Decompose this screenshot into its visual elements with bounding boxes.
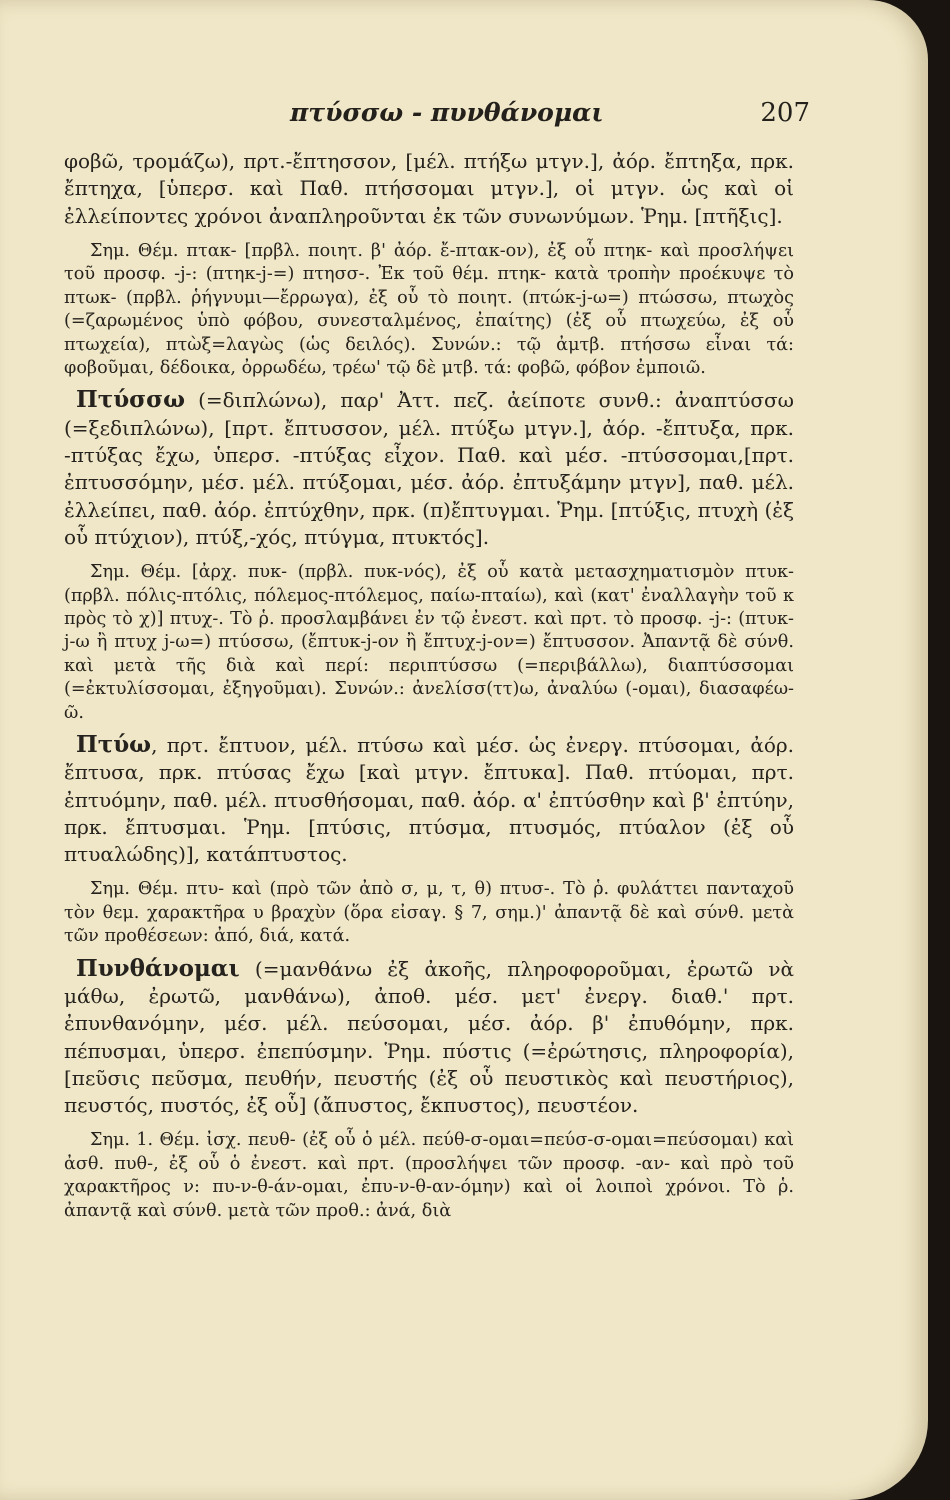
entry-lemma: Πτύω [76, 730, 152, 758]
entry-continuation [64, 148, 794, 230]
running-head: πτύσσω - πυνθάνομαι [290, 98, 604, 127]
page-body [64, 148, 794, 1223]
page-header [90, 98, 810, 128]
paragraph-text: φοβῶ, τρομάζω), πρτ.-ἔπτησσον, [μέλ. πτήξω μτγν.], ἀόρ. ἔπτηξα, πρκ. ἔπτηχα, [ὑπερσ. καὶ Παθ. πτήσσομαι μτγν.], οἱ μτγν. ὡς καὶ οἱ ἐλλείποντες χρόνοι ἀναπληροῦνται ἐκ τῶν συνωνύμων. Ῥημ. [πτῆξις]. [64, 149, 794, 228]
entry-lemma: Πτύσσω [76, 386, 185, 414]
paragraph-text: , πρτ. ἔπτυον, μέλ. πτύσω καὶ μέσ. ὡς ἐνεργ. πτύσομαι, ἀόρ. ἔπτυσα, πρκ. πτύσας ἔχω [καὶ μτγν. ἔπτυκα]. Παθ. πτύομαι, πρτ. ἐπτυόμην, παθ. μέλ. πτυσθήσομαι, παθ. ἀόρ. α' ἐπτύσθην καὶ β' ἐπτύην, πρκ. ἔπτυσμαι. Ῥημ. [πτύσις, πτύσμα, πτυσμός, πτύαλον (ἐξ οὗ πτυαλώδης)], κατάπτυστος. [64, 732, 794, 867]
paragraph-text: (=μανθάνω ἐξ ἀκοῆς, πληροφοροῦμαι, ἐρωτῶ νὰ μάθω, ἐρωτῶ, μανθάνω), ἀποθ. μέσ. μετ' ἐνεργ. διαθ.' πρτ. ἐπυνθανόμην, μέσ. μέλ. πεύσομαι, μέσ. ἀόρ. β' ἐπυθόμην, πρκ. πέπυσμαι, ὑπερσ. ἐπεπύσμην. Ῥημ. πύστις (=ἐρώτησις, πληροφορία), [πεῦσις πεῦσμα, πευθήν, πευστής (ἐξ οὗ πευστικὸς καὶ πευστήριος), πευστός, πυστός, ἐξ οὗ] (ἄπυστος, ἔκπυστος), πευστέον. [64, 956, 794, 1118]
entry-lemma: Πυνθάνομαι [76, 954, 240, 982]
paragraph-text: Σημ. 1. Θέμ. ἰσχ. πευθ- (ἐξ οὗ ὁ μέλ. πεύθ-σ-ομαι=πεύσ-σ-ομαι=πεύσομαι) καὶ ἀσθ. πυθ-, ἐξ οὗ ὁ ἐνεστ. καὶ πρτ. (προσλήψει τῶν προσφ. -αν- καὶ πρὸ τοῦ χαρακτῆρος ν: πυ-ν-θ-άν-ομαι, ἐπυ-ν-θ-αν-όμην) καὶ οἱ λοιποὶ χρόνοι. Τὸ ῥ. ἀπαντᾷ καὶ σύνθ. μετὰ τῶν προθ.: ἀνά, διὰ [64, 1130, 794, 1221]
paragraph-text: Σημ. Θέμ. [ἀρχ. πυκ- (πρβλ. πυκ-νός), ἐξ οὗ κατὰ μετασχηματισμὸν πτυκ- (πρβλ. πόλις-πτόλις, πόλεμος-πτόλεμος, παίω-πταίω), καὶ (κατ' ἐναλλαγὴν τοῦ κ πρὸς τὸ χ)] πτυχ-. Τὸ ῥ. προσλαμβάνει ἐν τῷ ἐνεστ. καὶ πρτ. τὸ προσφ. -j-: (πτυκ-j-ω ἢ πτυχ j-ω=) πτύσσω, (ἔπτυκ-j-ον ἢ ἔπτυχ-j-ον=) ἔπτυσσον. Ἀπαντᾷ δὲ σύνθ. καὶ μετὰ τῆς διὰ καὶ περί: περιπτύσσω (=περιβάλλω), διαπτύσσομαι (=ἐκτυλίσσομαι, ἐξηγοῦμαι). Συνών.: ἀνελίσσ(ττ)ω, ἀναλύω (-ομαι), διασαφέω-ῶ. [64, 562, 794, 723]
page-number: 207 [760, 98, 810, 128]
dictionary-entry [64, 731, 794, 868]
note-paragraph [64, 878, 794, 948]
paragraph-text: Σημ. Θέμ. πτακ- [πρβλ. ποιητ. β' ἀόρ. ἔ-πτακ-ον), ἐξ οὗ πτηκ- καὶ προσλήψει τοῦ προσφ. -j-: (πτηκ-j-=) πτησσ-. Ἐκ τοῦ θέμ. πτηκ- κατὰ τροπὴν προέκυψε τὸ πτωκ- (πρβλ. ῥήγνυμι—ἔρρωγα), ἐξ οὗ τὸ ποιητ. (πτώκ-j-ω=) πτώσσω, πτωχὸς (=ζαρωμένος ὑπὸ φόβου, συνεσταλμένος, ἐπαίτης) (ἐξ οὗ πτωχεύω, ἐξ οὗ πτωχεία), πτὼξ=λαγὼς (ὡς δειλός). Συνών.: τῷ ἀμτβ. πτήσσω εἶναι τά: φοβοῦμαι, δέδοικα, ὀρρωδέω, τρέω' τῷ δὲ μτβ. τά: φοβῶ, φόβον ἐμποιῶ. [64, 240, 794, 378]
dictionary-entry [64, 955, 794, 1120]
note-paragraph [64, 240, 794, 380]
dictionary-entry [64, 386, 794, 551]
note-paragraph [64, 1129, 794, 1223]
note-paragraph [64, 561, 794, 725]
paragraph-text: (=διπλώνω), παρ' Ἀττ. πεζ. ἀείποτε συνθ.: ἀναπτύσσω (=ξεδιπλώνω), [πρτ. ἔπτυσσον, μέλ. πτύξω μτγν.], ἀόρ. -ἔπτυξα, πρκ. -πτύξας ἔχω, ὑπερσ. -πτύξας εἶχον. Παθ. καὶ μέσ. -πτύσσομαι,[πρτ. ἐπτυσσόμην, μέσ. μέλ. πτύξομαι, μέσ. ἀόρ. ἐπτυξάμην μτγν], παθ. μέλ. ἐλλείπει, παθ. ἀόρ. ἐπτύχθην, πρκ. (π)ἔπτυγμαι. Ῥημ. [πτύξις, πτυχὴ (ἐξ οὗ πτύχιον), πτύξ,-χός, πτύγμα, πτυκτός]. [64, 388, 794, 549]
paragraph-text: Σημ. Θέμ. πτυ- καὶ (πρὸ τῶν ἀπὸ σ, μ, τ, θ) πτυσ-. Τὸ ῥ. φυλάττει πανταχοῦ τὸν θεμ. χαρακτῆρα υ βραχὺν (ὅρα εἰσαγ. § 7, σημ.)' ἀπαντᾷ δὲ καὶ σύνθ. μετὰ τῶν προθέσεων: ἀπό, διά, κατά. [64, 879, 794, 947]
